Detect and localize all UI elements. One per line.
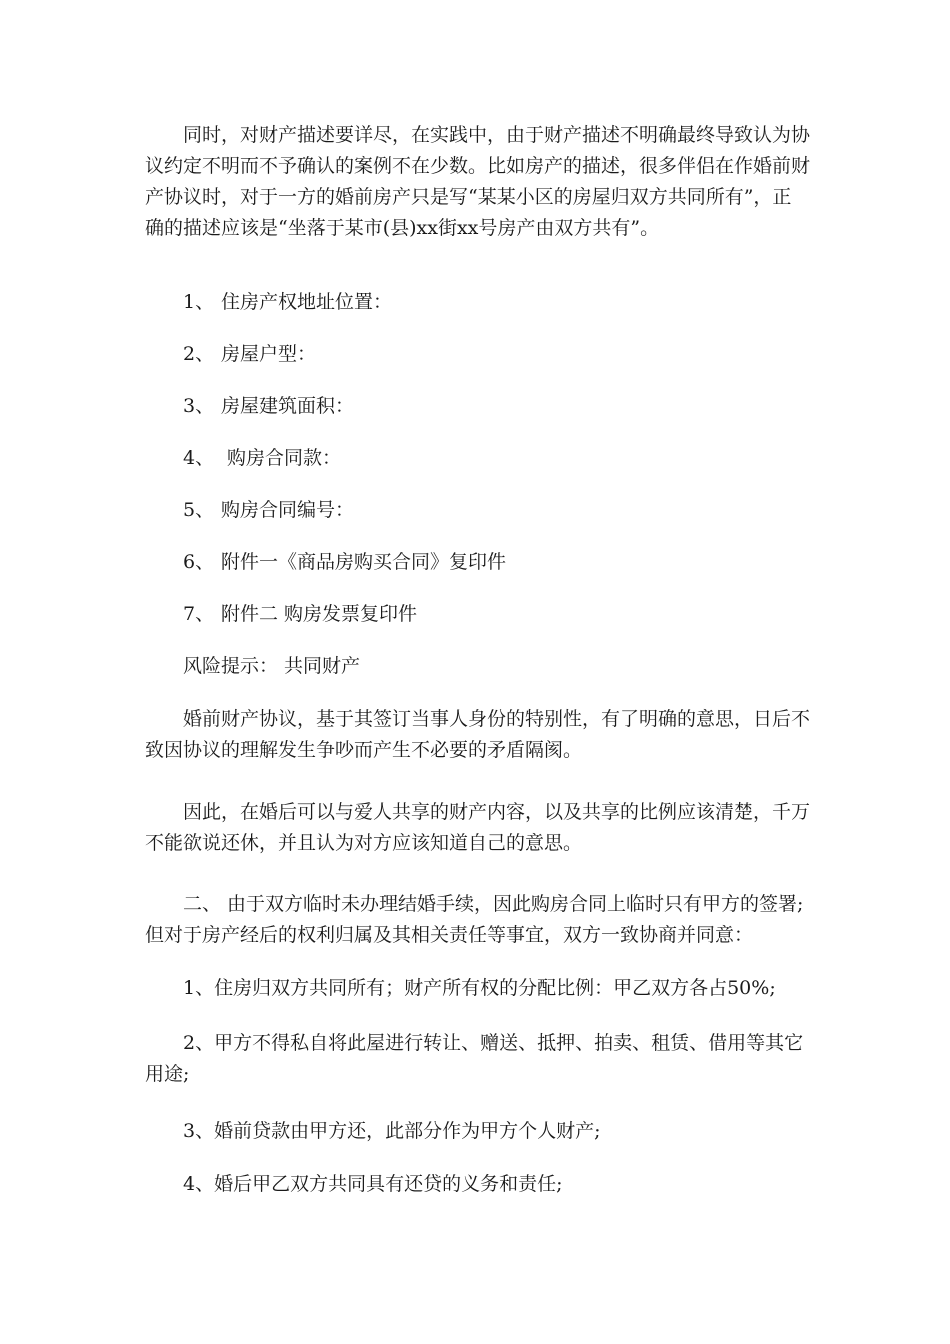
list-item-text: 附件一《商品房购买合同》复印件 xyxy=(221,551,507,573)
list-item-text: 购房合同款： xyxy=(221,447,342,469)
list-item-text: 住房产权地址位置： xyxy=(221,291,393,313)
risk-notice: 风险提示： 共同财产 xyxy=(183,655,361,677)
list-item xyxy=(183,287,392,318)
paragraph-agreement-meaning: 婚前财产协议，基于其签订当事人身份的特别性，有了明确的意思，日后不致因协议的理解发生争吵而产生不必要的矛盾隔阂。 xyxy=(145,708,811,761)
list-item xyxy=(183,599,417,630)
list-item xyxy=(183,495,354,526)
list-item-number: 4、 xyxy=(183,447,215,469)
clause-4: 4、婚后甲乙双方共同具有还贷的义务和责任; xyxy=(183,1173,563,1195)
list-item-text: 房屋户型： xyxy=(221,343,317,365)
clause-2: 2、甲方不得私自将此屋进行转让、赠送、抵押、拍卖、租赁、借用等其它用途; xyxy=(145,1032,804,1085)
list-item-number: 5、 xyxy=(183,499,215,521)
list-item xyxy=(183,339,316,370)
list-item-number: 6、 xyxy=(183,551,215,573)
list-item-text: 附件二 购房发票复印件 xyxy=(221,603,418,625)
list-item-number: 7、 xyxy=(183,603,215,625)
list-item-number: 2、 xyxy=(183,343,215,365)
list-item-number: 3、 xyxy=(183,395,215,417)
paragraph-shared-property: 因此，在婚后可以与爱人共享的财产内容，以及共享的比例应该清楚，千万不能欲说还休，并且认为对方应该知道自己的意思。 xyxy=(145,801,811,854)
paragraph-property-description: 同时，对财产描述要详尽，在实践中，由于财产描述不明确最终导致认为协议约定不明而不予确认的案例不在少数。比如房产的描述，很多伴侣在作婚前财产协议时，对于一方的婚前房产只是写“某某小区的房屋归双方共同所有”，正确的描述应该是“坐落于某市(县)xx街xx号房产由双方共有”。 xyxy=(145,124,811,239)
clause-3: 3、婚前贷款由甲方还，此部分作为甲方个人财产; xyxy=(183,1120,601,1142)
list-item-text: 购房合同编号： xyxy=(221,499,355,521)
clause-1: 1、住房归双方共同所有；财产所有权的分配比例：甲乙双方各占50%; xyxy=(183,977,776,999)
list-item xyxy=(183,547,506,578)
list-item-text: 房屋建筑面积： xyxy=(221,395,355,417)
paragraph-section-two: 二、 由于双方临时未办理结婚手续，因此购房合同上临时只有甲方的签署;但对于房产经后的权利归属及其相关责任等事宜，双方一致协商并同意： xyxy=(145,893,804,946)
list-item xyxy=(183,391,354,422)
list-item-number: 1、 xyxy=(183,291,215,313)
list-item xyxy=(183,443,341,474)
